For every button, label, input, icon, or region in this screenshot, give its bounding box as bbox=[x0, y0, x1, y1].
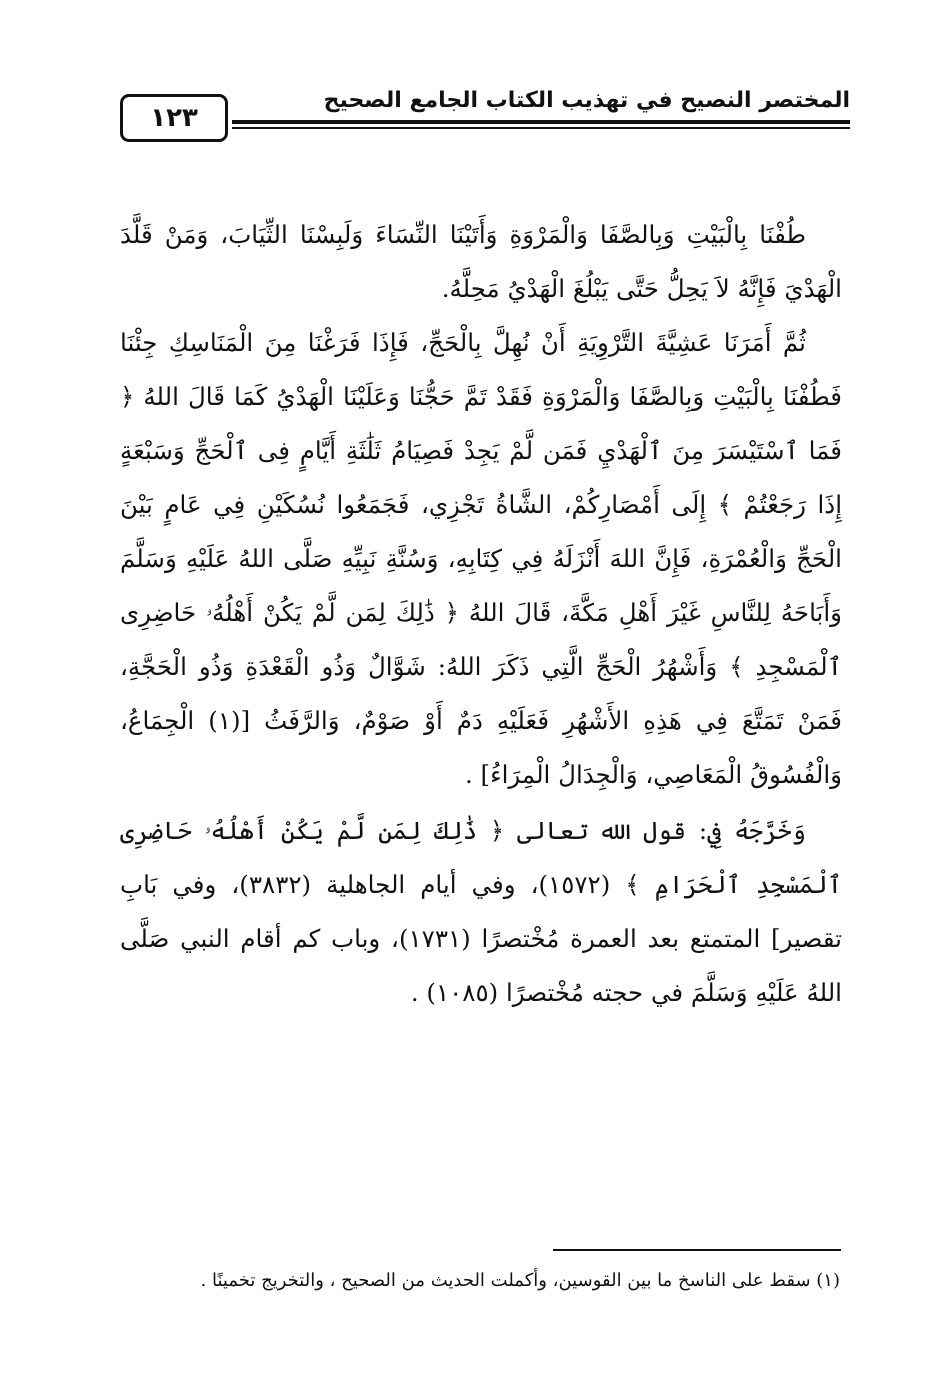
quran-verse-3: ﴿ ذَٰلِكَ لِمَن لَّمْ يَكُنْ أَهْلُهُۥ حَاضِرِى ٱلْمَسْجِدِ ٱلْحَرَامِ ﴾ bbox=[120, 816, 843, 899]
paragraph-2 bbox=[120, 316, 842, 802]
paragraph-2-text-c: وَأَشْهُرُ الْحَجِّ الَّتِي ذَكَرَ اللهُ: شَوَّالٌ وَذُو الْقَعْدَةِ وَذُو الْحَجَّةِ، فَمَنْ تَمَتَّعَ فِي هَذِهِ الأَشْهُرِ فَعَلَيْهِ دَمٌ أَوْ صَوْمٌ، وَالرَّفَثُ [(١) bbox=[120, 652, 842, 735]
paragraph-2-text-b: إِلَى أَمْصَارِكُمْ، الشَّاةُ تَجْزِي، فَجَمَعُوا نُسُكَيْنِ فِي عَامٍ بَيْنَ الْحَجِّ وَالْعُمْرَةِ، فَإِنَّ اللهَ أَنْزَلَهُ فِي كِتَابِهِ، وَسُنَّةِ نَبِيِّهِ صَلَّى اللهُ عَلَيْهِ وَسَلَّمَ وَأَبَاحَهُ لِلنَّاسِ غَيْرَ أَهْلِ مَكَّةَ، قَالَ اللهُ bbox=[120, 490, 842, 627]
paragraph-3-text-b: (١٥٧٢)، وفي أيام الجاهلية (٣٨٣٢)، وفي بَابِ تقصير] المتمتع بعد العمرة مُخْتصرًا (١٧٣١)، وباب كم أقام النبي صَلَّى اللهُ عَلَيْهِ وَسَلَّمَ في حجته مُخْتصرًا (١٠٨٥) . bbox=[120, 870, 842, 1007]
paragraph-3-text-a: وَخَرَّجَهُ فِي: قول الله تعالى bbox=[516, 816, 806, 845]
paragraph-1-text: طُفْنَا بِالْبَيْتِ وَبِالصَّفَا وَالْمَرْوَةِ وَأَتَيْنَا النِّسَاءَ وَلَبِسْنَا الثِّيَابَ، وَمَنْ قَلَّدَ الْهَدْيَ فَإِنَّهُ لاَ يَحِلُّ حَتَّى يَبْلُغَ الْهَدْيُ مَحِلَّهُ. bbox=[120, 220, 842, 303]
page-number: ١٢٣ bbox=[120, 94, 228, 142]
paragraph-1 bbox=[120, 208, 842, 316]
quran-verse-2: ﴿ ذَٰلِكَ لِمَن لَّمْ يَكُنْ أَهْلُهُۥ حَاضِرِى ٱلْمَسْجِدِ ﴾ bbox=[120, 598, 842, 681]
paragraph-2-text-a: ثُمَّ أَمَرَنَا عَشِيَّةَ التَّرْوِيَةِ أَنْ نُهِلَّ بِالْحَجِّ، فَإِذَا فَرَغْنَا مِنَ الْمَنَاسِكِ جِئْنَا فَطُفْنَا بِالْبَيْتِ وَبِالصَّفَا وَالْمَرْوَةِ فَقَدْ تَمَّ حَجُّنَا وَعَلَيْنَا الْهَدْيُ كَمَا قَالَ اللهُ bbox=[120, 328, 842, 411]
footnote: (١) سقط على الناسخ ما بين القوسين، وأكملت الحديث من الصحيح ، والتخريج تخمينًا . bbox=[200, 1270, 840, 1291]
main-text bbox=[120, 208, 842, 1020]
quran-verse-1: ﴿ فَمَا ٱسْتَيْسَرَ مِنَ ٱلْهَدْيِ فَمَن لَّمْ يَجِدْ فَصِيَامُ ثَلَٰثَةِ أَيَّامٍ فِى ٱلْحَجِّ وَسَبْعَةٍ إِذَا رَجَعْتُمْ ﴾ bbox=[120, 382, 843, 519]
paragraph-3 bbox=[120, 804, 842, 1020]
page-header bbox=[120, 86, 850, 148]
header-rule-thin bbox=[232, 127, 850, 129]
running-title: المختصر النصيح في تهذيب الكتاب الجامع الصحيح bbox=[323, 88, 850, 113]
header-rule-thick bbox=[232, 120, 850, 124]
paragraph-2-text-d: الْجِمَاعُ، وَالْفُسُوقُ الْمَعَاصِي، وَالْجِدَالُ الْمِرَاءُ] . bbox=[120, 706, 842, 789]
footnote-rule bbox=[553, 1249, 841, 1251]
